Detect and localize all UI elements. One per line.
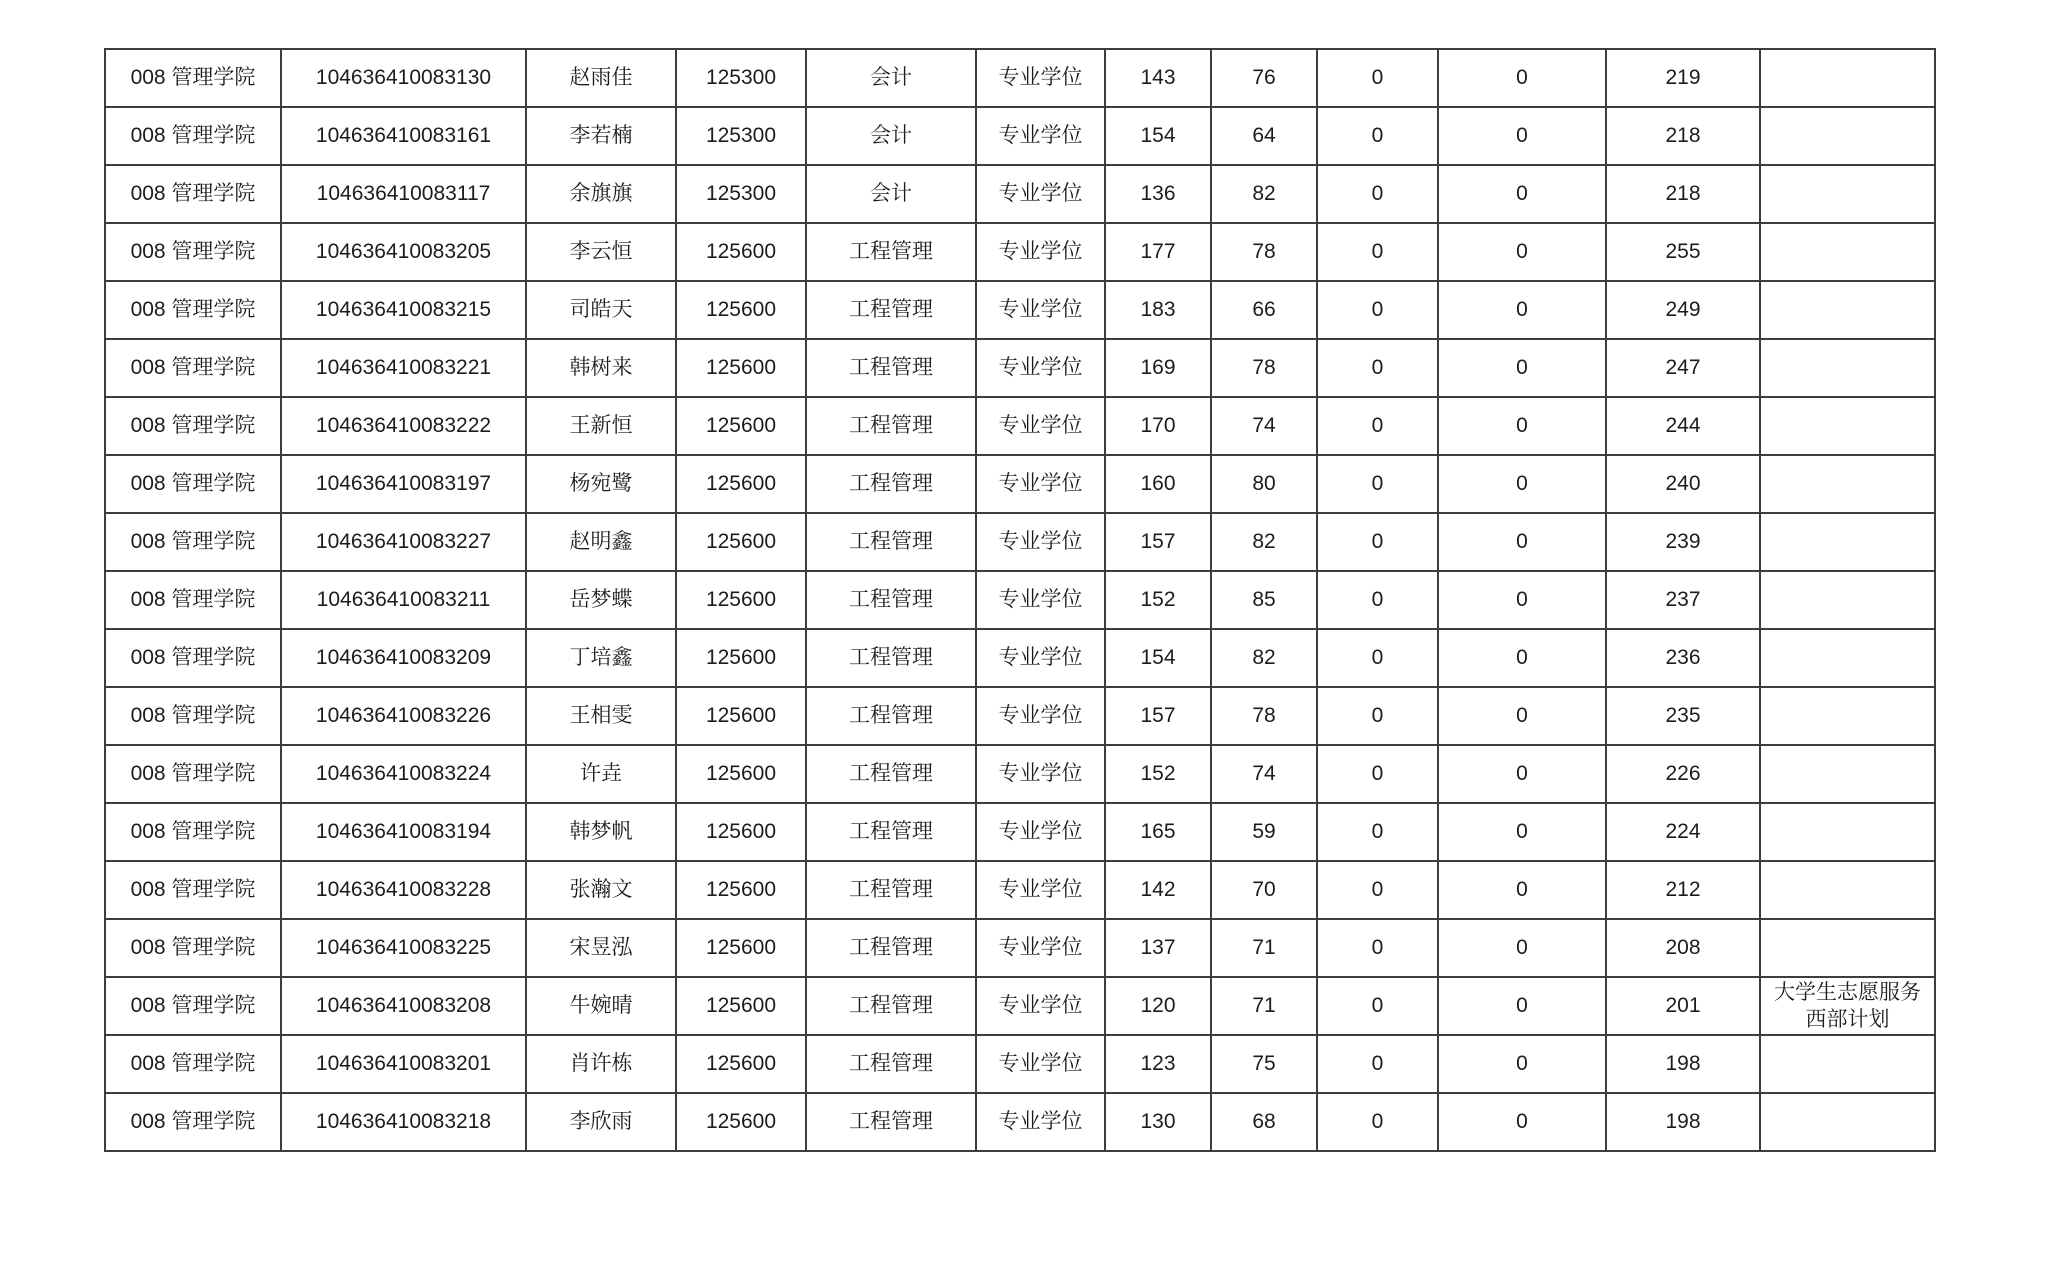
- cell-department: 008 管理学院: [105, 455, 281, 513]
- cell-student-name: 韩梦帆: [526, 803, 676, 861]
- cell-total-score: 218: [1606, 165, 1760, 223]
- cell-department: 008 管理学院: [105, 397, 281, 455]
- cell-major-code: 125600: [676, 281, 806, 339]
- cell-major-name: 工程管理: [806, 513, 976, 571]
- cell-department: 008 管理学院: [105, 745, 281, 803]
- cell-score-1: 136: [1105, 165, 1211, 223]
- cell-candidate-id: 104636410083215: [281, 281, 526, 339]
- cell-department: 008 管理学院: [105, 687, 281, 745]
- cell-remark: [1760, 49, 1935, 107]
- cell-candidate-id: 104636410083161: [281, 107, 526, 165]
- cell-degree-type: 专业学位: [976, 803, 1105, 861]
- cell-candidate-id: 104636410083117: [281, 165, 526, 223]
- cell-major-code: 125600: [676, 745, 806, 803]
- cell-remark: [1760, 687, 1935, 745]
- cell-remark: [1760, 1035, 1935, 1093]
- cell-bonus-2: 0: [1438, 49, 1606, 107]
- cell-total-score: 244: [1606, 397, 1760, 455]
- cell-student-name: 牛婉晴: [526, 977, 676, 1035]
- cell-student-name: 张瀚文: [526, 861, 676, 919]
- table-row: [105, 861, 1935, 919]
- cell-remark: [1760, 397, 1935, 455]
- cell-student-name: 王新恒: [526, 397, 676, 455]
- cell-score-1: 152: [1105, 745, 1211, 803]
- cell-department: 008 管理学院: [105, 339, 281, 397]
- table-row: [105, 977, 1935, 1035]
- cell-student-name: 岳梦蝶: [526, 571, 676, 629]
- cell-bonus-1: 0: [1317, 1035, 1438, 1093]
- cell-department: 008 管理学院: [105, 281, 281, 339]
- table-row: [105, 107, 1935, 165]
- cell-bonus-1: 0: [1317, 223, 1438, 281]
- cell-major-name: 工程管理: [806, 455, 976, 513]
- cell-score-1: 165: [1105, 803, 1211, 861]
- cell-candidate-id: 104636410083224: [281, 745, 526, 803]
- cell-total-score: 235: [1606, 687, 1760, 745]
- cell-major-name: 会计: [806, 107, 976, 165]
- cell-remark: [1760, 339, 1935, 397]
- cell-bonus-2: 0: [1438, 745, 1606, 803]
- cell-major-code: 125600: [676, 1093, 806, 1151]
- cell-major-name: 工程管理: [806, 571, 976, 629]
- cell-major-name: 工程管理: [806, 281, 976, 339]
- cell-score-1: 142: [1105, 861, 1211, 919]
- cell-remark: [1760, 745, 1935, 803]
- cell-remark: [1760, 861, 1935, 919]
- cell-score-1: 170: [1105, 397, 1211, 455]
- cell-bonus-2: 0: [1438, 223, 1606, 281]
- cell-major-code: 125300: [676, 107, 806, 165]
- table-row: [105, 455, 1935, 513]
- cell-department: 008 管理学院: [105, 571, 281, 629]
- cell-score-1: 123: [1105, 1035, 1211, 1093]
- cell-student-name: 许垚: [526, 745, 676, 803]
- cell-bonus-1: 0: [1317, 397, 1438, 455]
- cell-score-2: 78: [1211, 687, 1317, 745]
- cell-degree-type: 专业学位: [976, 571, 1105, 629]
- cell-student-name: 赵明鑫: [526, 513, 676, 571]
- cell-department: 008 管理学院: [105, 513, 281, 571]
- cell-remark: [1760, 281, 1935, 339]
- cell-score-1: 177: [1105, 223, 1211, 281]
- cell-score-1: 130: [1105, 1093, 1211, 1151]
- cell-remark: [1760, 919, 1935, 977]
- cell-bonus-1: 0: [1317, 49, 1438, 107]
- table-row: [105, 745, 1935, 803]
- cell-score-1: 120: [1105, 977, 1211, 1035]
- cell-total-score: 218: [1606, 107, 1760, 165]
- cell-score-1: 143: [1105, 49, 1211, 107]
- admission-score-table-container: [104, 48, 1936, 1152]
- cell-score-2: 74: [1211, 745, 1317, 803]
- cell-score-2: 71: [1211, 919, 1317, 977]
- cell-department: 008 管理学院: [105, 861, 281, 919]
- cell-score-1: 137: [1105, 919, 1211, 977]
- cell-major-code: 125600: [676, 455, 806, 513]
- cell-total-score: 212: [1606, 861, 1760, 919]
- cell-score-2: 82: [1211, 629, 1317, 687]
- cell-major-name: 工程管理: [806, 861, 976, 919]
- cell-student-name: 李云恒: [526, 223, 676, 281]
- cell-degree-type: 专业学位: [976, 1093, 1105, 1151]
- admission-score-table: [104, 48, 1936, 1152]
- cell-major-name: 工程管理: [806, 223, 976, 281]
- cell-score-2: 76: [1211, 49, 1317, 107]
- cell-major-code: 125600: [676, 397, 806, 455]
- cell-total-score: 247: [1606, 339, 1760, 397]
- cell-department: 008 管理学院: [105, 1035, 281, 1093]
- cell-major-name: 工程管理: [806, 919, 976, 977]
- cell-major-name: 工程管理: [806, 803, 976, 861]
- cell-degree-type: 专业学位: [976, 165, 1105, 223]
- cell-degree-type: 专业学位: [976, 1035, 1105, 1093]
- cell-candidate-id: 104636410083218: [281, 1093, 526, 1151]
- cell-degree-type: 专业学位: [976, 629, 1105, 687]
- cell-remark: [1760, 165, 1935, 223]
- table-row: [105, 1093, 1935, 1151]
- cell-total-score: 201: [1606, 977, 1760, 1035]
- cell-bonus-2: 0: [1438, 165, 1606, 223]
- cell-student-name: 司皓天: [526, 281, 676, 339]
- table-row: [105, 339, 1935, 397]
- cell-total-score: 236: [1606, 629, 1760, 687]
- cell-degree-type: 专业学位: [976, 455, 1105, 513]
- cell-bonus-1: 0: [1317, 803, 1438, 861]
- cell-remark: [1760, 803, 1935, 861]
- cell-bonus-2: 0: [1438, 107, 1606, 165]
- table-row: [105, 165, 1935, 223]
- cell-degree-type: 专业学位: [976, 513, 1105, 571]
- cell-score-2: 78: [1211, 339, 1317, 397]
- cell-major-code: 125600: [676, 977, 806, 1035]
- cell-department: 008 管理学院: [105, 919, 281, 977]
- cell-department: 008 管理学院: [105, 223, 281, 281]
- cell-department: 008 管理学院: [105, 49, 281, 107]
- cell-degree-type: 专业学位: [976, 339, 1105, 397]
- cell-total-score: 240: [1606, 455, 1760, 513]
- cell-major-name: 工程管理: [806, 1093, 976, 1151]
- table-row: [105, 513, 1935, 571]
- cell-remark: [1760, 513, 1935, 571]
- cell-student-name: 赵雨佳: [526, 49, 676, 107]
- cell-score-2: 82: [1211, 165, 1317, 223]
- cell-score-2: 64: [1211, 107, 1317, 165]
- cell-bonus-1: 0: [1317, 919, 1438, 977]
- cell-bonus-1: 0: [1317, 861, 1438, 919]
- table-row: [105, 281, 1935, 339]
- cell-bonus-2: 0: [1438, 803, 1606, 861]
- cell-degree-type: 专业学位: [976, 687, 1105, 745]
- cell-total-score: 239: [1606, 513, 1760, 571]
- cell-department: 008 管理学院: [105, 977, 281, 1035]
- cell-total-score: 226: [1606, 745, 1760, 803]
- cell-candidate-id: 104636410083130: [281, 49, 526, 107]
- cell-total-score: 198: [1606, 1035, 1760, 1093]
- cell-bonus-2: 0: [1438, 455, 1606, 513]
- cell-bonus-1: 0: [1317, 977, 1438, 1035]
- cell-student-name: 李若楠: [526, 107, 676, 165]
- table-row: [105, 49, 1935, 107]
- cell-major-name: 工程管理: [806, 397, 976, 455]
- cell-score-1: 154: [1105, 107, 1211, 165]
- cell-degree-type: 专业学位: [976, 745, 1105, 803]
- cell-candidate-id: 104636410083221: [281, 339, 526, 397]
- table-row: [105, 223, 1935, 281]
- cell-score-2: 66: [1211, 281, 1317, 339]
- cell-student-name: 李欣雨: [526, 1093, 676, 1151]
- cell-degree-type: 专业学位: [976, 977, 1105, 1035]
- cell-bonus-2: 0: [1438, 339, 1606, 397]
- cell-remark: 大学生志愿服务西部计划: [1760, 977, 1935, 1035]
- cell-bonus-2: 0: [1438, 571, 1606, 629]
- cell-degree-type: 专业学位: [976, 281, 1105, 339]
- cell-score-1: 157: [1105, 687, 1211, 745]
- cell-score-2: 85: [1211, 571, 1317, 629]
- cell-candidate-id: 104636410083194: [281, 803, 526, 861]
- cell-major-code: 125600: [676, 861, 806, 919]
- cell-major-name: 工程管理: [806, 1035, 976, 1093]
- cell-department: 008 管理学院: [105, 1093, 281, 1151]
- cell-bonus-2: 0: [1438, 861, 1606, 919]
- cell-major-code: 125300: [676, 49, 806, 107]
- cell-bonus-1: 0: [1317, 455, 1438, 513]
- cell-bonus-2: 0: [1438, 397, 1606, 455]
- cell-student-name: 王相雯: [526, 687, 676, 745]
- cell-candidate-id: 104636410083228: [281, 861, 526, 919]
- cell-score-2: 75: [1211, 1035, 1317, 1093]
- cell-candidate-id: 104636410083222: [281, 397, 526, 455]
- cell-major-code: 125600: [676, 339, 806, 397]
- cell-score-2: 78: [1211, 223, 1317, 281]
- cell-candidate-id: 104636410083225: [281, 919, 526, 977]
- cell-major-name: 会计: [806, 49, 976, 107]
- cell-score-2: 80: [1211, 455, 1317, 513]
- cell-bonus-1: 0: [1317, 1093, 1438, 1151]
- cell-bonus-1: 0: [1317, 687, 1438, 745]
- cell-bonus-2: 0: [1438, 629, 1606, 687]
- cell-total-score: 249: [1606, 281, 1760, 339]
- cell-score-1: 160: [1105, 455, 1211, 513]
- cell-score-1: 169: [1105, 339, 1211, 397]
- cell-total-score: 255: [1606, 223, 1760, 281]
- cell-bonus-1: 0: [1317, 513, 1438, 571]
- cell-candidate-id: 104636410083205: [281, 223, 526, 281]
- table-row: [105, 571, 1935, 629]
- cell-score-2: 71: [1211, 977, 1317, 1035]
- cell-candidate-id: 104636410083197: [281, 455, 526, 513]
- cell-bonus-1: 0: [1317, 165, 1438, 223]
- cell-degree-type: 专业学位: [976, 49, 1105, 107]
- cell-degree-type: 专业学位: [976, 919, 1105, 977]
- cell-score-2: 74: [1211, 397, 1317, 455]
- table-row: [105, 1035, 1935, 1093]
- cell-major-name: 工程管理: [806, 745, 976, 803]
- cell-remark: [1760, 629, 1935, 687]
- cell-total-score: 208: [1606, 919, 1760, 977]
- cell-bonus-2: 0: [1438, 513, 1606, 571]
- cell-degree-type: 专业学位: [976, 397, 1105, 455]
- cell-score-2: 82: [1211, 513, 1317, 571]
- cell-degree-type: 专业学位: [976, 223, 1105, 281]
- cell-bonus-2: 0: [1438, 977, 1606, 1035]
- cell-bonus-2: 0: [1438, 281, 1606, 339]
- cell-major-code: 125600: [676, 687, 806, 745]
- cell-degree-type: 专业学位: [976, 861, 1105, 919]
- cell-total-score: 219: [1606, 49, 1760, 107]
- cell-department: 008 管理学院: [105, 803, 281, 861]
- cell-major-code: 125300: [676, 165, 806, 223]
- cell-department: 008 管理学院: [105, 165, 281, 223]
- cell-department: 008 管理学院: [105, 107, 281, 165]
- cell-score-2: 70: [1211, 861, 1317, 919]
- table-row: [105, 919, 1935, 977]
- cell-candidate-id: 104636410083226: [281, 687, 526, 745]
- cell-score-1: 183: [1105, 281, 1211, 339]
- cell-bonus-2: 0: [1438, 919, 1606, 977]
- cell-remark: [1760, 223, 1935, 281]
- cell-bonus-1: 0: [1317, 745, 1438, 803]
- cell-bonus-1: 0: [1317, 629, 1438, 687]
- cell-bonus-1: 0: [1317, 281, 1438, 339]
- cell-score-2: 59: [1211, 803, 1317, 861]
- cell-major-name: 工程管理: [806, 629, 976, 687]
- cell-total-score: 237: [1606, 571, 1760, 629]
- table-body: [105, 49, 1935, 1151]
- cell-score-1: 157: [1105, 513, 1211, 571]
- cell-candidate-id: 104636410083209: [281, 629, 526, 687]
- cell-bonus-1: 0: [1317, 571, 1438, 629]
- cell-candidate-id: 104636410083227: [281, 513, 526, 571]
- cell-major-code: 125600: [676, 571, 806, 629]
- cell-bonus-1: 0: [1317, 339, 1438, 397]
- cell-remark: [1760, 1093, 1935, 1151]
- cell-student-name: 杨宛鹭: [526, 455, 676, 513]
- cell-student-name: 丁培鑫: [526, 629, 676, 687]
- cell-major-code: 125600: [676, 919, 806, 977]
- table-row: [105, 687, 1935, 745]
- cell-student-name: 肖许栋: [526, 1035, 676, 1093]
- cell-major-code: 125600: [676, 513, 806, 571]
- cell-degree-type: 专业学位: [976, 107, 1105, 165]
- cell-bonus-1: 0: [1317, 107, 1438, 165]
- cell-student-name: 余旗旗: [526, 165, 676, 223]
- cell-student-name: 韩树来: [526, 339, 676, 397]
- cell-score-1: 154: [1105, 629, 1211, 687]
- cell-total-score: 224: [1606, 803, 1760, 861]
- cell-major-name: 工程管理: [806, 339, 976, 397]
- cell-major-code: 125600: [676, 223, 806, 281]
- cell-remark: [1760, 571, 1935, 629]
- table-row: [105, 629, 1935, 687]
- cell-score-2: 68: [1211, 1093, 1317, 1151]
- cell-major-name: 工程管理: [806, 687, 976, 745]
- cell-total-score: 198: [1606, 1093, 1760, 1151]
- cell-department: 008 管理学院: [105, 629, 281, 687]
- cell-remark: [1760, 455, 1935, 513]
- table-row: [105, 397, 1935, 455]
- cell-major-name: 工程管理: [806, 977, 976, 1035]
- cell-bonus-2: 0: [1438, 687, 1606, 745]
- cell-major-code: 125600: [676, 629, 806, 687]
- cell-major-name: 会计: [806, 165, 976, 223]
- cell-student-name: 宋昱泓: [526, 919, 676, 977]
- cell-remark: [1760, 107, 1935, 165]
- cell-candidate-id: 104636410083211: [281, 571, 526, 629]
- cell-major-code: 125600: [676, 1035, 806, 1093]
- table-row: [105, 803, 1935, 861]
- cell-candidate-id: 104636410083201: [281, 1035, 526, 1093]
- cell-bonus-2: 0: [1438, 1035, 1606, 1093]
- cell-score-1: 152: [1105, 571, 1211, 629]
- cell-bonus-2: 0: [1438, 1093, 1606, 1151]
- cell-major-code: 125600: [676, 803, 806, 861]
- cell-candidate-id: 104636410083208: [281, 977, 526, 1035]
